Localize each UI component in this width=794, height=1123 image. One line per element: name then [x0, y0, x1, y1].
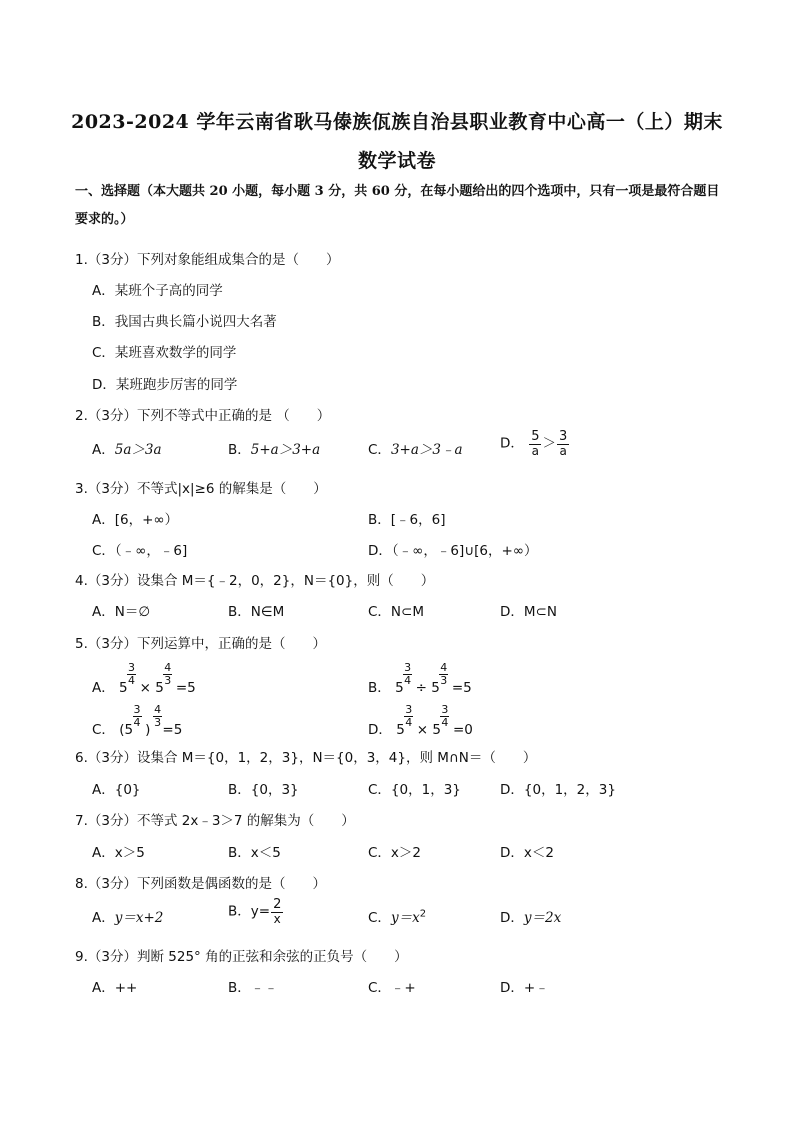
- exponent-fraction: 3 4: [441, 703, 449, 729]
- exponent: 2: [419, 908, 427, 920]
- question-5-option-a: A． 5 3 4 × 5 4 3 =5: [92, 661, 196, 696]
- comparison-operator: ＞: [542, 435, 556, 452]
- question-9-option-a: A．++: [92, 980, 138, 996]
- question-1-option-c: C．某班喜欢数学的同学: [92, 345, 237, 361]
- question-5-option-c: C． (5 3 4 ) 4 3 =5: [92, 703, 183, 738]
- option-letter: C．: [92, 722, 115, 738]
- power-term: 5 4 3: [155, 661, 172, 696]
- question-2-option-c: [368, 438, 463, 458]
- question-8-option-c: [368, 906, 426, 926]
- question-4-option-c: C．N⊂M: [368, 604, 424, 620]
- question-2-stem: 2.（3分）下列不等式中正确的是 （ ）: [75, 408, 331, 424]
- question-6-option-a: A．{0}: [92, 782, 141, 798]
- question-2-option-b: [228, 438, 320, 458]
- exponent-fraction: 3 4: [128, 661, 136, 687]
- question-1-option-b: B．我国古典长篇小说四大名著: [92, 314, 277, 330]
- question-7-stem: 7.（3分）不等式 2x﹣3＞7 的解集为（ ）: [75, 813, 355, 829]
- option-letter: D．: [500, 435, 524, 452]
- exam-title-line1: 2023-2024 学年云南省耿马傣族佤族自治县职业教育中心高一（上）期末: [71, 111, 723, 133]
- fraction: $\frac{2}{x}$: [273, 897, 282, 926]
- option-letter: A．: [92, 442, 115, 458]
- question-9-stem: 9.（3分）判断 525° 角的正弦和余弦的正负号（ ）: [75, 949, 408, 965]
- option-letter: B．: [228, 903, 251, 920]
- question-3-option-a: A．[6，+∞）: [92, 512, 179, 528]
- question-9-option-d: D．+﹣: [500, 980, 549, 996]
- question-1-stem: 1.（3分）下列对象能组成集合的是（ ）: [75, 252, 340, 268]
- question-2-option-a: [92, 438, 162, 458]
- option-letter: B．: [228, 442, 251, 458]
- question-5-option-b: B． 5 3 4 ÷ 5 4 3 =5: [368, 661, 472, 696]
- question-3-stem: 3.（3分）不等式|x|≥6 的解集是（ ）: [75, 481, 327, 497]
- exponent-fraction: 3 4: [405, 703, 413, 729]
- math-expression: y＝x+2: [114, 910, 164, 926]
- fraction: $\frac{5}{a}$: [531, 429, 540, 458]
- exam-title-line2: 数学试卷: [357, 150, 436, 172]
- option-letter: B．: [368, 680, 391, 696]
- power-term: 5 3 4: [124, 703, 141, 738]
- question-4-option-d: D．M⊂N: [500, 604, 557, 620]
- question-5-option-d: D． 5 3 4 × 5 3 4 =0: [368, 703, 473, 738]
- question-8-stem: 8.（3分）下列函数是偶函数的是（ ）: [75, 876, 326, 892]
- question-1-option-a: A．某班个子高的同学: [92, 283, 223, 299]
- option-letter: A．: [92, 680, 115, 696]
- option-letter: C．: [368, 910, 391, 926]
- fraction: $\frac{3}{a}$: [558, 429, 568, 458]
- question-5-stem: 5.（3分）下列运算中，正确的是（ ）: [75, 636, 326, 652]
- math-expression: y＝x: [390, 910, 420, 926]
- question-3-option-c: C．（﹣∞，﹣6]: [92, 543, 188, 559]
- question-4-option-b: B．N∈M: [228, 604, 285, 620]
- option-letter: A．: [92, 910, 115, 926]
- power-term: 5 4 3: [431, 661, 448, 696]
- question-6-stem: 6.（3分）设集合 M＝{0，1，2，3}，N＝{0，3，4}，则 M∩N＝（ ）: [75, 750, 537, 766]
- math-expression: 5a＞3a: [114, 442, 162, 458]
- question-7-option-a: A．x＞5: [92, 845, 145, 861]
- power-term: 5 3 4: [119, 661, 136, 696]
- question-7-option-c: C．x＞2: [368, 845, 422, 861]
- power-term: 5 3 4: [395, 661, 412, 696]
- section-heading: 一、选择题（本大题共 20 小题，每小题 3 分，共 60 分，在每小题给出的四个选项中，只有一项是最符合题目要求的。）: [75, 184, 720, 227]
- question-4-option-a: A．N＝∅: [92, 604, 151, 620]
- question-3-option-b: B．[﹣6，6]: [368, 512, 446, 528]
- question-9-option-c: C．﹣+: [368, 980, 416, 996]
- power-term: 5 3 4: [396, 703, 413, 738]
- question-3-option-d: D．（﹣∞，﹣6]∪[6，+∞）: [368, 543, 538, 559]
- question-7-option-b: B．x＜5: [228, 845, 281, 861]
- question-4-stem: 4.（3分）设集合 M＝{﹣2，0，2}，N＝{0}，则（ ）: [75, 573, 435, 589]
- question-8-option-d: [500, 906, 561, 926]
- exponent-fraction: 4 3: [440, 661, 448, 687]
- question-6-option-b: B．{0，3}: [228, 782, 299, 798]
- option-letter: C．: [368, 442, 391, 458]
- question-1-option-d: D．某班跑步厉害的同学: [92, 377, 238, 393]
- exponent-fraction: 3 4: [404, 661, 412, 687]
- question-8-option-a: [92, 906, 163, 926]
- question-6-option-c: C．{0，1，3}: [368, 782, 461, 798]
- exponent-fraction: 3 4: [133, 703, 141, 729]
- math-expression: 5+a＞3+a: [250, 442, 321, 458]
- question-2-option-d: [500, 430, 570, 457]
- option-letter: D．: [500, 910, 524, 926]
- exponent-fraction: 4 3: [164, 661, 172, 687]
- question-7-option-d: D．x＜2: [500, 845, 554, 861]
- question-6-option-d: D．{0，1，2，3}: [500, 782, 616, 798]
- option-letter: D．: [368, 722, 392, 738]
- power-term: 5 3 4: [432, 703, 449, 738]
- outer-power: ) 4 3: [145, 703, 162, 738]
- math-expression: y＝2x: [523, 910, 562, 926]
- exponent-fraction: 4 3: [154, 703, 162, 729]
- question-8-option-b: B．y= $\frac{2}{x}$: [228, 897, 282, 926]
- question-9-option-b: B．﹣﹣: [228, 980, 278, 996]
- math-expression: 3+a＞3﹣a: [390, 442, 463, 458]
